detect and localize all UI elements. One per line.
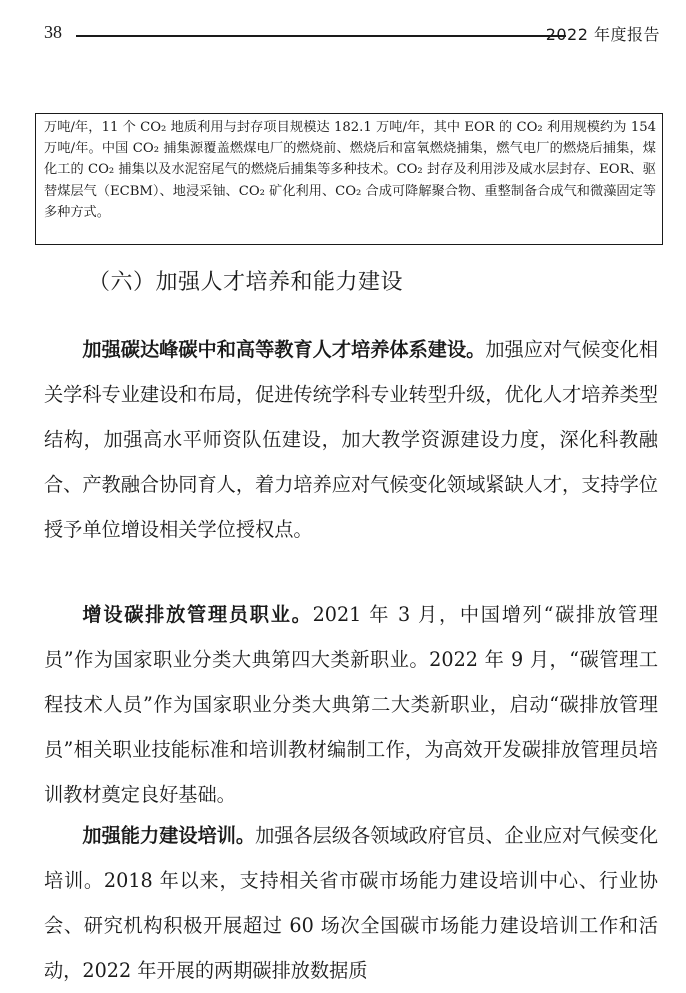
- paragraph-lead: 增设碳排放管理员职业。: [82, 603, 313, 626]
- paragraph-talent-training: [44, 327, 658, 552]
- section-heading: （六）加强人才培养和能力建设: [88, 270, 404, 295]
- report-title: 2022 年度报告: [545, 25, 660, 44]
- page-number: 38: [44, 22, 62, 42]
- paragraph-lead: 加强碳达峰碳中和高等教育人才培养体系建设。: [82, 338, 486, 361]
- info-box-text: 万吨/年，11 个 CO₂ 地质利用与封存项目规模达 182.1 万吨/年，其中 EOR 的 CO₂ 利用规模约为 154 万吨/年。中国 CO₂ 捕集源覆盖燃煤电厂的燃烧前、燃烧后和富氧燃烧捕集，燃气电厂的燃烧后捕集，煤化工的 CO₂ 捕集以及水泥窑尾气的燃烧后捕集等多种技术。CO₂ 封存及利用涉及咸水层封存、EOR、驱替煤层气（ECBM）、地浸采铀、CO₂ 矿化利用、CO₂ 合成可降解聚合物、重整制备合成气和微藻固定等多种方式。: [44, 120, 656, 220]
- paragraph-lead: 加强能力建设培训。: [82, 824, 256, 847]
- paragraph-text: 加强应对气候变化相关学科专业建设和布局，促进传统学科专业转型升级，优化人才培养类型结构，加强高水平师资队伍建设，加大教学资源建设力度，深化科教融合、产教融合协同育人，着力培养应对气候变化领域紧缺人才，支持学位授予单位增设相关学位授权点。: [44, 338, 659, 541]
- info-box: [35, 113, 663, 245]
- paragraph-capacity-training: [44, 813, 658, 993]
- paragraph-text: 加强各层级各领域政府官员、企业应对气候变化培训。2018 年以来，支持相关省市碳市场能力建设培训中心、行业协会、研究机构积极开展超过 60 场次全国碳市场能力建设培训工作和活动，2022 年开展的两期碳排放数据质: [44, 824, 659, 982]
- page-header: [44, 22, 660, 50]
- header-rule: [76, 35, 566, 37]
- paragraph-text: 2021 年 3 月，中国增列“碳排放管理员”作为国家职业分类大典第四大类新职业。2022 年 9 月，“碳管理工程技术人员”作为国家职业分类大典第二大类新职业，启动“碳排放管理员”相关职业技能标准和培训教材编制工作，为高效开发碳排放管理员培训教材奠定良好基础。: [44, 603, 658, 806]
- paragraph-carbon-manager: [44, 592, 658, 817]
